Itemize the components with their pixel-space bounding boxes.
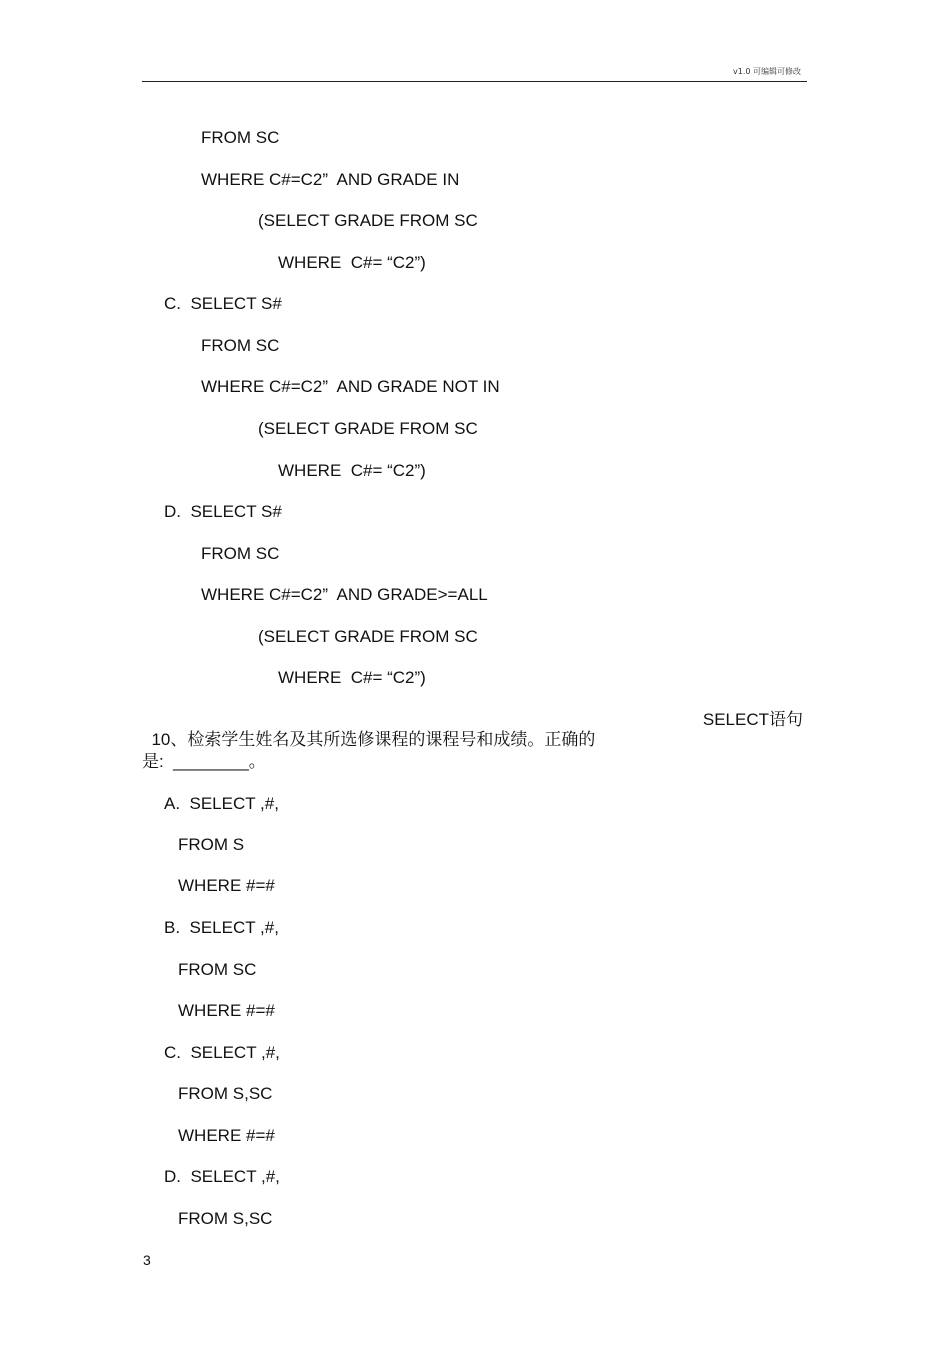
option-b-line: B. SELECT ,#, — [164, 918, 279, 937]
code-line: FROM SC — [178, 960, 257, 979]
code-line: FROM S — [178, 835, 245, 854]
code-line: WHERE C#=C2” AND GRADE>=ALL — [201, 585, 488, 604]
code-line: FROM SC — [201, 128, 280, 147]
code-line: WHERE C#=C2” AND GRADE NOT IN — [201, 377, 500, 396]
option-d-line: D. SELECT ,#, — [164, 1167, 280, 1186]
code-line: (SELECT GRADE FROM SC — [258, 627, 478, 646]
option-d-line: D. SELECT S# — [164, 502, 282, 521]
code-line: WHERE #=# — [178, 1126, 275, 1145]
code-line: (SELECT GRADE FROM SC — [258, 419, 478, 438]
header-version-text: v1.0 可编辑可修改 — [733, 67, 801, 76]
header-rule — [142, 81, 807, 82]
question-10-line2: 是: ________。 — [142, 752, 266, 771]
page-number: 3 — [143, 1252, 151, 1268]
question-10-text: 10、检索学生姓名及其所选修课程的课程号和成绩。正确的 — [151, 730, 596, 749]
code-line: WHERE C#= “C2”) — [278, 668, 426, 687]
code-line: WHERE C#= “C2”) — [278, 461, 426, 480]
code-line: WHERE #=# — [178, 876, 275, 895]
code-line: FROM SC — [201, 336, 280, 355]
code-line: WHERE #=# — [178, 1001, 275, 1020]
option-c-line: C. SELECT S# — [164, 294, 282, 313]
page-header — [142, 66, 807, 82]
option-a-line: A. SELECT ,#, — [164, 794, 279, 813]
code-line: FROM SC — [201, 544, 280, 563]
code-line: (SELECT GRADE FROM SC — [258, 211, 478, 230]
question-10-tail: SELECT语句 — [702, 710, 803, 729]
code-line: FROM S,SC — [178, 1084, 273, 1103]
code-line: WHERE C#= “C2”) — [278, 253, 426, 272]
code-line: WHERE C#=C2” AND GRADE IN — [201, 170, 460, 189]
code-line: FROM S,SC — [178, 1209, 273, 1228]
option-c-line: C. SELECT ,#, — [164, 1043, 280, 1062]
